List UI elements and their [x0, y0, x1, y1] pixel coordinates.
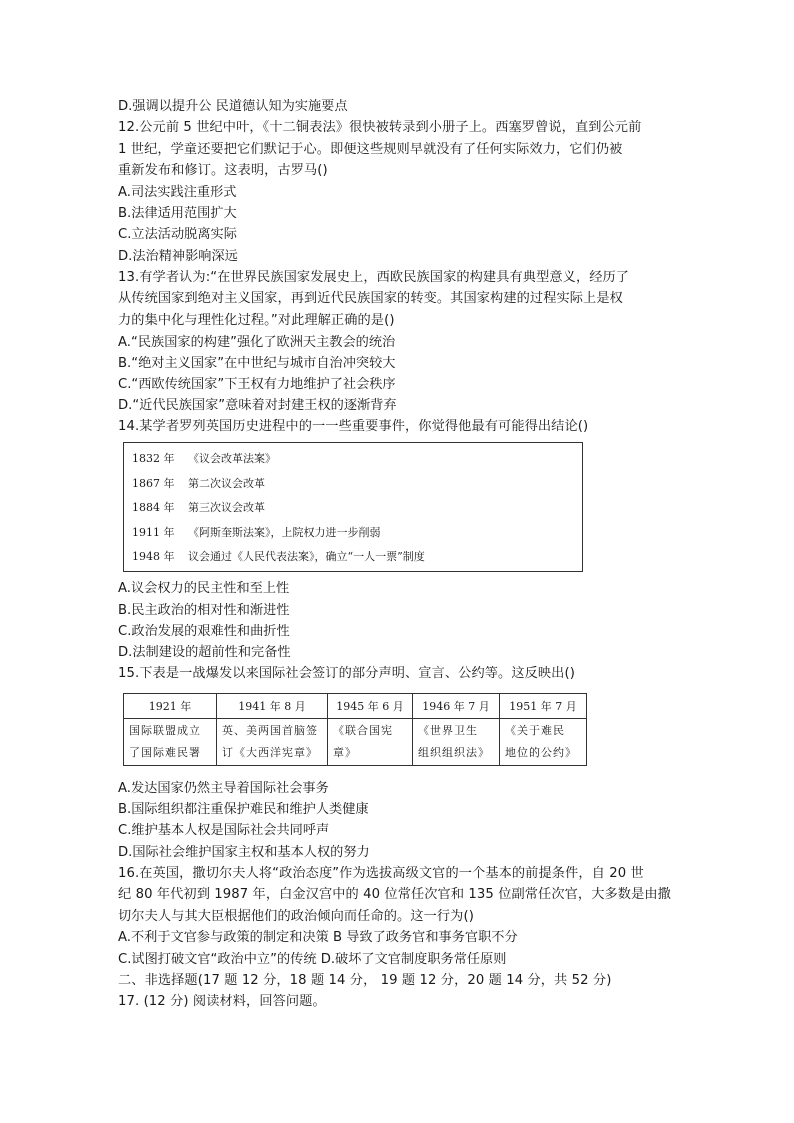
- table-row: [124, 519, 582, 544]
- table-cell-year: 1832 年: [132, 452, 175, 466]
- q17-stem: 17. (12 分) 阅读材料，回答问题。: [118, 994, 326, 1010]
- cell-line: 组织组织法》: [418, 745, 490, 759]
- table-cell-event: 第三次议会改革: [188, 501, 265, 515]
- q16-stem-line: 切尔夫人与其大臣根据他们的政治倾向而任命的。这一行为(): [118, 908, 474, 924]
- cell-line: 章》: [333, 745, 357, 759]
- q12-stem-line: 重新发布和修订。这表明，古罗马(): [118, 163, 328, 179]
- cell-line: 英、美两国首脑签: [222, 723, 318, 737]
- table-row: [124, 470, 582, 495]
- table-row: [124, 544, 582, 569]
- question-14: [118, 416, 688, 663]
- table-header-cell: 1951 年 7 月: [500, 693, 587, 718]
- table-cell-year: 1911 年: [132, 525, 175, 539]
- table-cell-year: 1884 年: [132, 501, 175, 515]
- table-row: [124, 495, 582, 520]
- q14-stem: 14.某学者罗列英国历史进程中的一一些重要事件，你觉得他最有可能得出结论(): [118, 419, 589, 435]
- table-header-cell: 1945 年 6 月: [328, 693, 413, 718]
- q13-option-d: D.“近代民族国家”意味着对封建王权的逐渐背弃: [118, 398, 397, 414]
- q15-option-a: A.发达国家仍然主导着国际社会事务: [118, 780, 329, 796]
- table-cell-event: 议会通过《人民代表法案》，确立“一人一票”制度: [188, 550, 425, 564]
- question-15: [118, 663, 688, 862]
- cell-line: 订《大西洋宪章》: [222, 745, 318, 759]
- table-header-cell: 1946 年 7 月: [413, 693, 500, 718]
- table-row: [124, 446, 582, 471]
- q15-option-b: B.国际组织都注重保护难民和维护人类健康: [118, 802, 369, 818]
- table-cell-year: 1867 年: [132, 476, 175, 490]
- section-2: [118, 970, 688, 1013]
- q13-stem-line: 力的集中化与理性化过程。”对此理解正确的是(): [118, 312, 395, 328]
- table-cell-event: 第二次议会改革: [188, 476, 265, 490]
- table-cell-event: 《议会改革法案》: [188, 452, 276, 466]
- q15-documents-table: [123, 693, 587, 766]
- q15-option-d: D.国际社会维护国家主权和基本人权的努力: [118, 844, 370, 860]
- q12-stem-line: 1 世纪，学童还要把它们默记于心。即便这些规则早就没有了任何实际效力，它们仍被: [118, 141, 623, 157]
- cell-line: 《世界卫生: [418, 723, 478, 737]
- q16-options-ab: A.不利于文官参与政策的制定和决策 B 导致了政务官和事务官职不分: [118, 930, 518, 946]
- question-12: [118, 117, 688, 267]
- table-row: [124, 718, 587, 765]
- table-header-cell: 1921 年: [124, 693, 217, 718]
- q13-option-c: C.“西欧传统国家”下王权有力地维护了社会秩序: [118, 376, 396, 392]
- q13-stem-line: 13.有学者认为:“在世界民族国家发展史上，西欧民族国家的构建具有典型意义，经历了: [118, 269, 630, 285]
- question-16: [118, 863, 688, 970]
- table-cell: [500, 718, 587, 765]
- cell-line: 了国际难民署: [129, 745, 201, 759]
- q11-option-d: D.强调以提升公 民道德认知为实施要点: [118, 99, 348, 114]
- cell-line: 《关于难民: [505, 723, 565, 737]
- q14-option-a: A.议会权力的民主性和至上性: [118, 581, 290, 597]
- question-13: [118, 267, 688, 417]
- table-cell-year: 1948 年: [132, 550, 175, 564]
- q15-stem: 15.下表是一战爆发以来国际社会签订的部分声明、宣言、公约等。这反映出(): [118, 666, 575, 682]
- q14-option-b: B.民主政治的相对性和渐进性: [118, 602, 290, 618]
- table-cell-event: 《阿斯奎斯法案》，上院权力进一步削弱: [188, 525, 381, 539]
- section-heading: 二、非选择题(17 题 12 分，18 题 14 分， 19 题 12 分，20 题 14 分，共 52 分): [118, 972, 612, 988]
- cell-line: 《联合国宪: [333, 723, 393, 737]
- table-cell: [124, 718, 217, 765]
- q15-option-c: C.维护基本人权是国际社会共同呼声: [118, 823, 330, 839]
- q14-events-table: [123, 442, 583, 573]
- q13-option-b: B.“绝对主义国家”在中世纪与城市自治冲突较大: [118, 355, 396, 371]
- q13-stem-line: 从传统国家到绝对主义国家，再到近代民族国家的转变。其国家构建的过程实际上是权: [118, 291, 623, 307]
- table-cell: [328, 718, 413, 765]
- q12-stem-line: 12.公元前 5 世纪中叶，《十二铜表法》很快被转录到小册子上。西塞罗曾说，直到公元前: [118, 120, 642, 136]
- q16-stem-line: 纪 80 年代初到 1987 年，白金汉宫中的 40 位常任次官和 135 位副常任次官，大多数是由撒: [118, 887, 671, 903]
- q14-option-d: D.法制建设的超前性和完备性: [118, 645, 291, 661]
- q12-option-d: D.法治精神影响深远: [118, 248, 238, 264]
- q14-option-c: C.政治发展的艰难性和曲折性: [118, 623, 290, 639]
- q12-option-a: A.司法实践注重形式: [118, 184, 237, 200]
- cell-line: 国际联盟成立: [129, 723, 201, 737]
- q16-stem-line: 16.在英国，撒切尔夫人将“政治态度”作为选拔高级文官的一个基本的前提条件，自 20 世: [118, 865, 644, 881]
- table-cell: [217, 718, 328, 765]
- exam-page: [118, 96, 688, 1013]
- q16-options-cd: C.试图打破文官“政治中立”的传统 D.破坏了文官制度职务常任原则: [118, 951, 507, 967]
- table-header-row: [124, 693, 587, 718]
- table-header-cell: 1941 年 8 月: [217, 693, 328, 718]
- q13-option-a: A.“民族国家的构建”强化了欧洲天主教会的统治: [118, 334, 396, 350]
- table-cell: [413, 718, 500, 765]
- cell-line: 地位的公约》: [505, 745, 577, 759]
- q12-option-b: B.法律适用范围扩大: [118, 206, 237, 222]
- q12-option-c: C.立法活动脱离实际: [118, 227, 237, 243]
